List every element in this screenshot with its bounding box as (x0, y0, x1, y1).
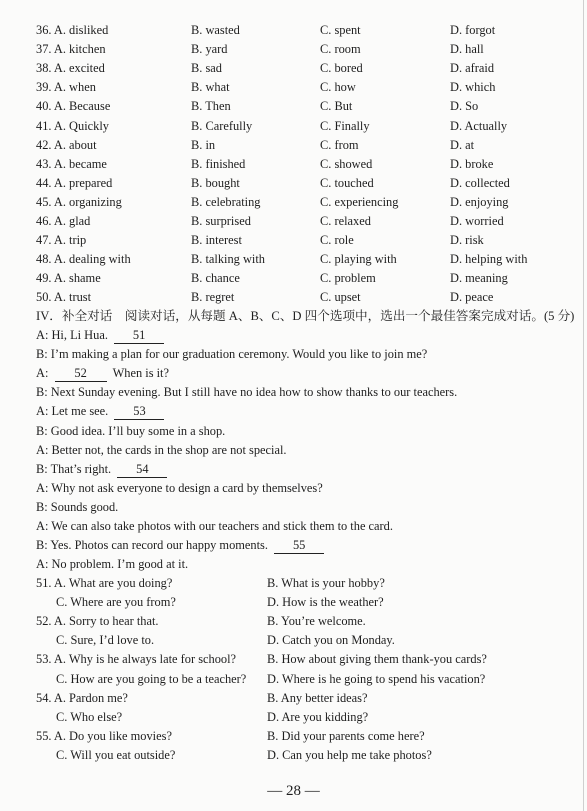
option-b: B. in (191, 137, 216, 152)
answer-blank[interactable]: 52 (55, 366, 107, 382)
option-c: C. bored (320, 61, 363, 76)
option-a: 38. A. excited (36, 61, 105, 76)
question-option-a: 53. A. Why is he always late for school? (36, 652, 237, 667)
option-row (0, 136, 587, 155)
option-b: B. what (191, 80, 230, 95)
question-option-c: C. Sure, I’d love to. (56, 633, 155, 648)
option-d: D. enjoying (450, 194, 509, 209)
question-option-d: D. Where is he going to spend his vacation? (267, 671, 486, 686)
option-row (0, 174, 587, 193)
dialogue-text: B: Sounds good. (36, 499, 119, 514)
option-b: B. talking with (191, 252, 265, 267)
option-d: D. broke (450, 156, 494, 171)
option-a: 45. A. organizing (36, 194, 122, 209)
dialogue-text: A: Better not, the cards in the shop are not special. (36, 442, 287, 457)
option-row (0, 21, 587, 40)
option-row (0, 250, 587, 269)
option-row (0, 117, 587, 136)
option-d: D. worried (450, 214, 504, 228)
option-c: C. from (320, 137, 359, 152)
dialogue-text: B: I’m making a plan for our graduation ceremony. Would you like to join me? (36, 347, 428, 362)
option-row (0, 193, 587, 212)
question-option-c: C. Who else? (56, 709, 123, 724)
question-option-c: C. How are you going to be a teacher? (56, 671, 247, 686)
option-c: C. room (320, 42, 361, 57)
dialogue-line (36, 536, 324, 555)
question-option-d: D. Can you help me take photos? (267, 747, 432, 762)
dialogue-text: B: Yes. Photos can record our happy moments. (36, 538, 275, 553)
option-row (0, 40, 587, 59)
dialogue-line (36, 345, 427, 364)
option-c: C. playing with (320, 252, 397, 267)
dialogue-line (36, 460, 167, 479)
option-b: B. regret (191, 290, 235, 305)
answer-blank[interactable]: 51 (114, 328, 164, 344)
option-b: B. celebrating (191, 194, 261, 209)
dialogue-line (36, 555, 188, 574)
option-a: 48. A. dealing with (36, 252, 131, 267)
option-d: D. So (450, 99, 479, 114)
question-option-a: 52. A. Sorry to hear that. (36, 614, 159, 629)
option-c: C. problem (320, 271, 376, 286)
option-row (0, 212, 587, 231)
dialogue-text: A: Hi, Li Hua. (36, 328, 115, 342)
option-row (0, 97, 587, 116)
option-a: 41. A. Quickly (36, 118, 109, 133)
option-a: 42. A. about (36, 137, 97, 152)
option-d: D. forgot (450, 23, 496, 37)
option-row (0, 59, 587, 78)
dialogue-line (36, 517, 393, 536)
option-row (0, 78, 587, 97)
question-option-d: D. Are you kidding? (267, 709, 369, 724)
dialogue-line (36, 422, 225, 441)
option-a: 37. A. kitchen (36, 42, 106, 57)
question-option-a: 54. A. Pardon me? (36, 690, 128, 705)
option-d: D. collected (450, 175, 510, 190)
option-b: B. interest (191, 233, 242, 248)
option-d: D. risk (450, 233, 484, 248)
dialogue-text-after: When is it? (106, 366, 169, 381)
dialogue-text: A: We can also take photos with our teachers and stick them to the card. (36, 519, 393, 533)
option-d: D. afraid (450, 61, 495, 76)
dialogue-line (36, 402, 164, 421)
answer-blank[interactable]: 55 (274, 538, 324, 554)
dialogue-line (36, 479, 323, 498)
option-c: C. role (320, 233, 354, 248)
option-b: B. Carefully (191, 118, 253, 133)
option-c: C. But (320, 99, 353, 114)
dialogue-line (36, 383, 457, 402)
question-option-c: C. Will you eat outside? (56, 747, 176, 762)
option-a: 49. A. shame (36, 271, 101, 286)
answer-blank[interactable]: 53 (114, 404, 164, 420)
option-row (0, 155, 587, 174)
page-number: — 28 — (267, 783, 320, 799)
question-option-d: D. How is the weather? (267, 595, 384, 610)
question-option-c: C. Where are you from? (56, 595, 176, 610)
option-c: C. relaxed (320, 214, 371, 228)
dialogue-text: A: Let me see. (36, 404, 115, 419)
option-b: B. surprised (191, 214, 251, 228)
option-c: C. touched (320, 175, 374, 190)
option-a: 50. A. trust (36, 290, 92, 305)
question-option-b: B. What is your hobby? (267, 576, 385, 590)
option-d: D. meaning (450, 271, 508, 286)
dialogue-line (36, 364, 169, 383)
option-a: 43. A. became (36, 156, 107, 171)
question-option-a: 51. A. What are you doing? (36, 576, 173, 590)
option-b: B. yard (191, 42, 228, 57)
option-c: C. showed (320, 156, 373, 171)
option-b: B. bought (191, 175, 240, 190)
option-c: C. how (320, 80, 356, 95)
question-option-b: B. Any better ideas? (267, 690, 368, 705)
option-d: D. peace (450, 290, 494, 305)
dialogue-line (36, 498, 118, 517)
option-row (0, 231, 587, 250)
option-a: 47. A. trip (36, 233, 87, 248)
option-b: B. chance (191, 271, 240, 286)
option-a: 40. A. Because (36, 99, 111, 114)
option-b: B. Then (191, 99, 231, 114)
question-option-b: B. How about giving them thank-you cards? (267, 652, 487, 667)
option-c: C. experiencing (320, 194, 399, 209)
option-row (0, 269, 587, 288)
dialogue-text: A: Why not ask everyone to design a card by themselves? (36, 480, 323, 495)
question-option-a: 55. A. Do you like movies? (36, 728, 172, 743)
option-d: D. helping with (450, 252, 528, 267)
answer-blank[interactable]: 54 (117, 462, 167, 478)
option-b: B. finished (191, 156, 246, 171)
option-a: 39. A. when (36, 80, 96, 95)
option-d: D. Actually (450, 118, 508, 133)
option-d: D. hall (450, 42, 484, 57)
dialogue-text: B: Good idea. I’ll buy some in a shop. (36, 423, 226, 438)
option-c: C. Finally (320, 118, 370, 133)
option-d: D. which (450, 80, 496, 95)
option-a: 46. A. glad (36, 214, 91, 228)
option-row (0, 288, 587, 307)
section-iv-title: IV．补全对话 阅读对话，从每题 A、B、C、D 四个选项中，选出一个最佳答案完成对话。(5 分) (36, 309, 575, 323)
option-b: B. sad (191, 61, 222, 76)
option-d: D. at (450, 137, 475, 152)
dialogue-line (36, 441, 287, 460)
dialogue-text: B: That’s right. (36, 461, 118, 476)
dialogue-text: A: (36, 366, 55, 381)
option-a: 44. A. prepared (36, 175, 113, 190)
dialogue-text: B: Next Sunday evening. But I still have no idea how to show thanks to our teachers. (36, 385, 458, 400)
option-b: B. wasted (191, 23, 240, 37)
option-a: 36. A. disliked (36, 23, 109, 37)
question-option-b: B. You’re welcome. (267, 614, 366, 629)
question-option-d: D. Catch you on Monday. (267, 633, 395, 648)
dialogue-line (36, 326, 164, 345)
dialogue-text: A: No problem. I’m good at it. (36, 557, 189, 572)
option-c: C. spent (320, 23, 361, 37)
option-c: C. upset (320, 290, 361, 305)
question-option-b: B. Did your parents come here? (267, 728, 425, 743)
